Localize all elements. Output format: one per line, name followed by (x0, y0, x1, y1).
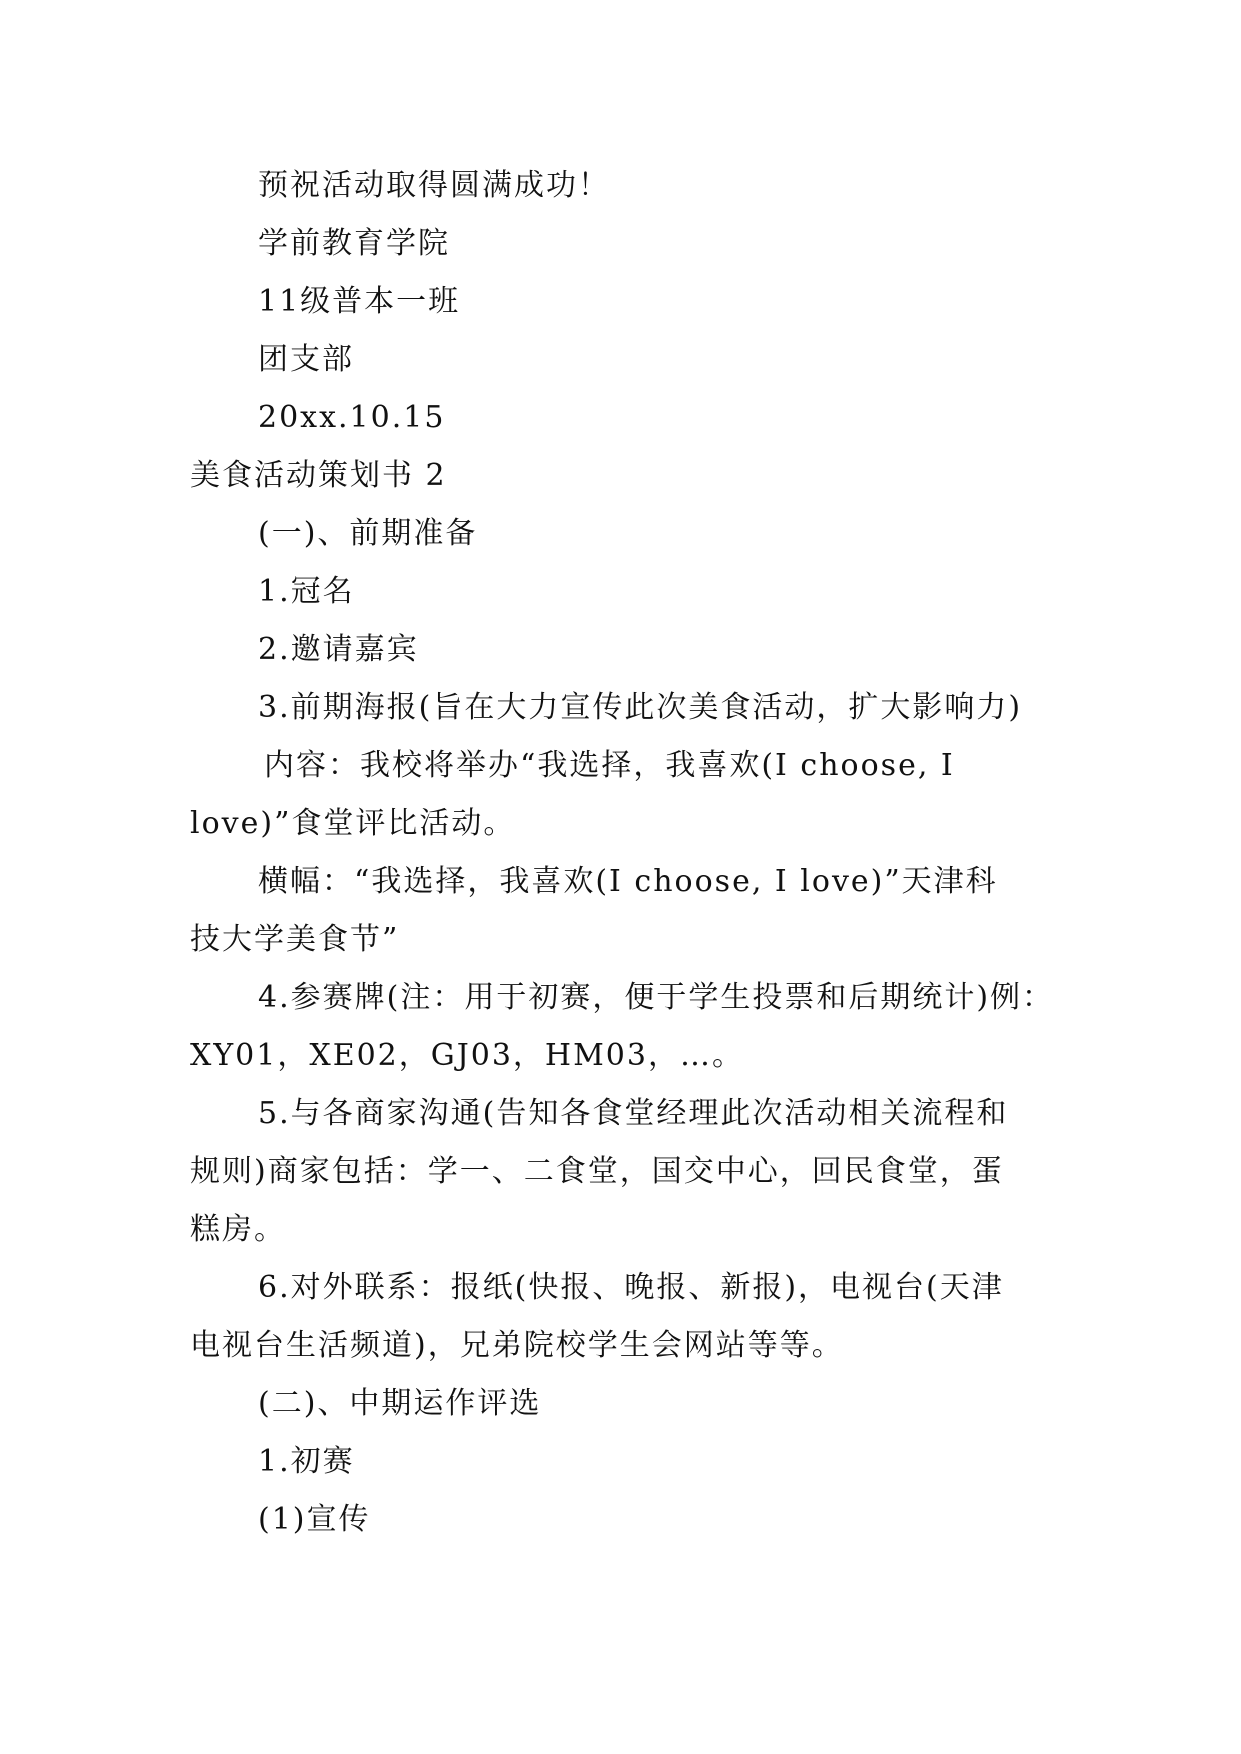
paragraph-line: 横幅：“我选择，我喜欢(I choose, I love)”天津科 (258, 864, 998, 899)
list-item: 1.初赛 (258, 1444, 355, 1479)
heading-preparation: (一)、前期准备 (258, 516, 478, 551)
list-item: 5.与各商家沟通(告知各食堂经理此次活动相关流程和 (258, 1096, 1009, 1131)
list-item: 1.冠名 (258, 574, 355, 609)
paragraph-line: 技大学美食节” (190, 922, 400, 957)
list-item: 4.参赛牌(注：用于初赛，便于学生投票和后期统计)例： (258, 980, 1055, 1015)
signature-class: 11级普本一班 (258, 284, 461, 319)
paragraph-line: 糕房。 (190, 1212, 286, 1247)
heading-midterm: (二)、中期运作评选 (258, 1386, 542, 1421)
paragraph-line: XY01，XE02，GJ03，HM03，…。 (190, 1038, 744, 1073)
paragraph-line: 内容：我校将举办“我选择，我喜欢(I choose, I (264, 748, 955, 783)
list-item: (1)宣传 (258, 1502, 371, 1537)
paragraph-line: 电视台生活频道)，兄弟院校学生会网站等等。 (190, 1328, 844, 1363)
section-title: 美食活动策划书 2 (190, 458, 447, 493)
list-item: 3.前期海报(旨在大力宣传此次美食活动，扩大影响力) (258, 690, 1023, 725)
list-item: 2.邀请嘉宾 (258, 632, 419, 667)
closing-wish: 预祝活动取得圆满成功！ (258, 168, 610, 203)
signature-branch: 团支部 (258, 342, 354, 377)
signature-date: 20xx.10.15 (258, 400, 446, 435)
list-item: 6.对外联系：报纸(快报、晚报、新报)，电视台(天津 (258, 1270, 1004, 1305)
signature-college: 学前教育学院 (258, 226, 450, 261)
paragraph-line: love)”食堂评比活动。 (190, 806, 516, 841)
paragraph-line: 规则)商家包括：学一、二食堂，国交中心，回民食堂，蛋 (190, 1154, 1004, 1189)
